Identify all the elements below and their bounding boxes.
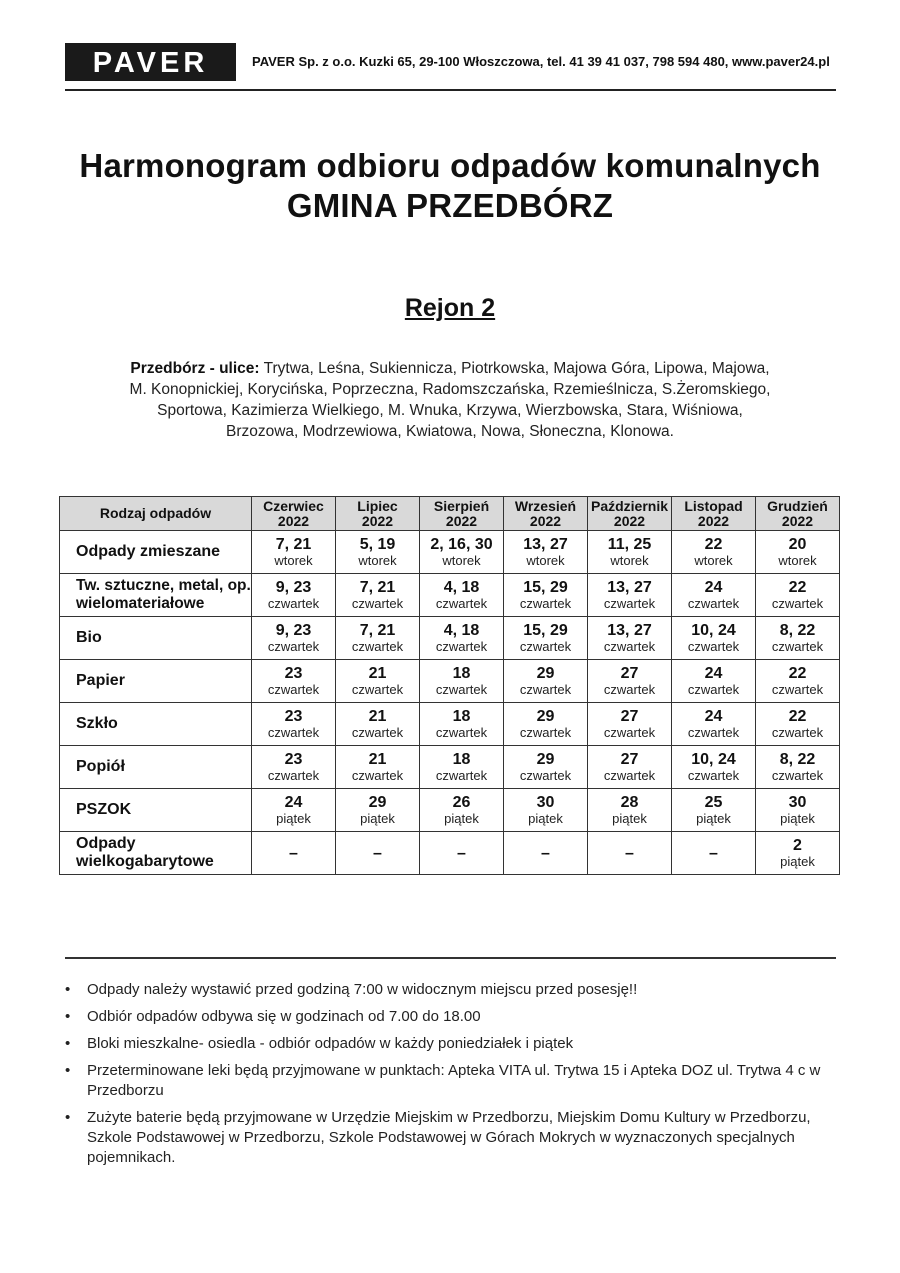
month-name: Październik — [590, 497, 669, 514]
schedule-cell — [504, 789, 588, 832]
pickup-dates: 22 — [704, 536, 723, 553]
paver-logo — [65, 43, 236, 81]
schedule-cell — [588, 789, 672, 832]
pickup-weekday: czwartek — [519, 725, 572, 740]
pickup-dates: – — [541, 844, 550, 862]
pickup-dates: 5, 19 — [359, 536, 396, 553]
pickup-dates: 23 — [284, 708, 303, 725]
schedule-cell — [756, 617, 840, 660]
streets-names: Trytwa, Leśna, Sukiennicza, Piotrkowska, Majowa Góra, Lipowa, Majowa, M. Konopnickiej, Korycińska, Poprzeczna, Radomszczańska, Rzemieślnicza, S.Żeromskiego, Sportowa, Kazimierza Wielkiego, M. Wnuka, Krzywa, Wierzbowska, Stara, Wiśniowa, Brzozowa, Modrzewiowa, Kwiatowa, Nowa, Słoneczna, Klonowa. — [129, 360, 771, 440]
pickup-weekday: czwartek — [267, 768, 320, 783]
pickup-weekday: czwartek — [435, 682, 488, 697]
pickup-dates: 8, 22 — [779, 622, 816, 639]
pickup-dates: 22 — [788, 708, 807, 725]
pickup-dates: 29 — [536, 665, 555, 682]
table-row — [60, 617, 840, 660]
schedule-cell — [756, 574, 840, 617]
waste-type-label: Popiół — [60, 746, 252, 789]
pickup-dates: 15, 29 — [523, 622, 568, 639]
pickup-weekday: czwartek — [351, 682, 404, 697]
pickup-dates: 22 — [788, 665, 807, 682]
schedule-cell — [252, 574, 336, 617]
pickup-weekday: czwartek — [687, 639, 740, 654]
pickup-dates: 9, 23 — [275, 622, 312, 639]
pickup-weekday: czwartek — [771, 639, 824, 654]
pickup-weekday: wtorek — [442, 553, 481, 568]
table-row — [60, 574, 840, 617]
month-year: 2022 — [445, 512, 478, 529]
note-item: • Bloki mieszkalne- osiedla - odbiór odpadów w każdy poniedziałek i piątek — [65, 1034, 825, 1054]
schedule-cell — [420, 617, 504, 660]
pickup-weekday: czwartek — [435, 596, 488, 611]
pickup-dates: 4, 18 — [443, 622, 480, 639]
pickup-dates: 18 — [452, 665, 471, 682]
schedule-cell — [756, 660, 840, 703]
pickup-weekday: czwartek — [687, 725, 740, 740]
waste-type-label: Papier — [60, 660, 252, 703]
pickup-dates: 13, 27 — [607, 622, 652, 639]
schedule-cell — [672, 617, 756, 660]
pickup-dates: 23 — [284, 751, 303, 768]
schedule-cell — [588, 832, 672, 875]
pickup-weekday: wtorek — [694, 553, 733, 568]
month-name: Listopad — [684, 497, 743, 514]
pickup-weekday: czwartek — [267, 725, 320, 740]
schedule-cell — [504, 832, 588, 875]
schedule-cell — [504, 617, 588, 660]
month-year: 2022 — [613, 512, 646, 529]
pickup-weekday: czwartek — [603, 596, 656, 611]
month-year: 2022 — [697, 512, 730, 529]
schedule-cell — [252, 789, 336, 832]
month-header — [252, 497, 336, 531]
pickup-dates: 24 — [284, 794, 303, 811]
pickup-dates: 25 — [704, 794, 723, 811]
pickup-dates: 21 — [368, 708, 387, 725]
pickup-weekday: piątek — [696, 811, 731, 826]
pickup-dates: 30 — [536, 794, 555, 811]
schedule-cell — [252, 531, 336, 574]
region-heading — [0, 294, 900, 323]
schedule-cell — [672, 531, 756, 574]
schedule-cell — [588, 746, 672, 789]
month-header — [588, 497, 672, 531]
schedule-cell — [756, 531, 840, 574]
schedule-cell — [504, 746, 588, 789]
pickup-weekday: czwartek — [519, 596, 572, 611]
schedule-cell — [252, 746, 336, 789]
pickup-dates: 13, 27 — [523, 536, 568, 553]
page-subtitle: GMINA PRZEDBÓRZ — [286, 187, 614, 224]
pickup-weekday: czwartek — [603, 682, 656, 697]
schedule-cell — [504, 703, 588, 746]
schedule-cell — [504, 660, 588, 703]
pickup-weekday: czwartek — [519, 639, 572, 654]
schedule-cell — [336, 660, 420, 703]
pickup-weekday: czwartek — [603, 768, 656, 783]
month-year: 2022 — [781, 512, 814, 529]
schedule-cell — [672, 703, 756, 746]
waste-type-label: Szkło — [60, 703, 252, 746]
waste-type-label: Odpady zmieszane — [60, 531, 252, 574]
pickup-weekday: czwartek — [687, 768, 740, 783]
schedule-cell — [672, 832, 756, 875]
pickup-weekday: wtorek — [358, 553, 397, 568]
pickup-dates: 27 — [620, 665, 639, 682]
pickup-dates: 24 — [704, 579, 723, 596]
pickup-dates: 7, 21 — [275, 536, 312, 553]
divider — [65, 957, 836, 959]
month-header — [756, 497, 840, 531]
pickup-dates: 2, 16, 30 — [430, 536, 493, 553]
schedule-cell — [504, 574, 588, 617]
schedule-cell — [756, 789, 840, 832]
pickup-dates: 7, 21 — [359, 579, 396, 596]
pickup-dates: 30 — [788, 794, 807, 811]
pickup-dates: 24 — [704, 665, 723, 682]
pickup-dates: 9, 23 — [275, 579, 312, 596]
schedule-cell — [672, 746, 756, 789]
pickup-dates: 13, 27 — [607, 579, 652, 596]
month-name: Sierpień — [433, 497, 490, 514]
pickup-weekday: czwartek — [603, 639, 656, 654]
schedule-cell — [336, 617, 420, 660]
logo-text: PAVER — [92, 47, 209, 79]
note-item: • Przeterminowane leki będą przyjmowane w punktach: Apteka VITA ul. Trytwa 15 i Apteka DOZ ul. Trytwa 4 c w Przedborzu — [65, 1061, 825, 1101]
pickup-weekday: czwartek — [267, 596, 320, 611]
pickup-weekday: czwartek — [687, 596, 740, 611]
pickup-dates: 27 — [620, 751, 639, 768]
pickup-weekday: piątek — [528, 811, 563, 826]
pickup-dates: 21 — [368, 751, 387, 768]
pickup-weekday: piątek — [780, 811, 815, 826]
pickup-weekday: wtorek — [778, 553, 817, 568]
waste-type-label: Odpady wielkogabarytowe — [60, 832, 252, 875]
month-year: 2022 — [361, 512, 394, 529]
company-contact-line: PAVER Sp. z o.o. Kuzki 65, 29-100 Włoszczowa, tel. 41 39 41 037, 798 594 480, www.paver24.pl — [252, 54, 830, 69]
pickup-dates: 22 — [788, 579, 807, 596]
table-body — [60, 531, 840, 875]
pickup-dates: 8, 22 — [779, 751, 816, 768]
waste-type-label: Tw. sztuczne, metal, op. wielomateriałowe — [60, 574, 252, 617]
pickup-dates: 18 — [452, 751, 471, 768]
month-header — [672, 497, 756, 531]
pickup-weekday: czwartek — [519, 682, 572, 697]
pickup-dates: 27 — [620, 708, 639, 725]
pickup-weekday: wtorek — [610, 553, 649, 568]
month-header — [420, 497, 504, 531]
pickup-weekday: czwartek — [267, 682, 320, 697]
table-row — [60, 789, 840, 832]
pickup-dates: 10, 24 — [691, 622, 736, 639]
schedule-cell — [336, 746, 420, 789]
table-header-row — [60, 497, 840, 531]
schedule-cell — [336, 703, 420, 746]
waste-type-header: Rodzaj odpadów — [60, 497, 252, 531]
pickup-weekday: czwartek — [771, 596, 824, 611]
schedule-cell — [504, 531, 588, 574]
month-header — [504, 497, 588, 531]
month-name: Lipiec — [357, 497, 398, 514]
table-row — [60, 531, 840, 574]
schedule-cell — [756, 832, 840, 875]
month-year: 2022 — [277, 512, 310, 529]
pickup-weekday: czwartek — [603, 725, 656, 740]
waste-type-label: Bio — [60, 617, 252, 660]
pickup-dates: 24 — [704, 708, 723, 725]
table-row — [60, 832, 840, 875]
schedule-table — [59, 496, 840, 875]
pickup-weekday: czwartek — [435, 725, 488, 740]
pickup-weekday: czwartek — [351, 725, 404, 740]
pickup-dates: 29 — [536, 708, 555, 725]
schedule-cell — [252, 660, 336, 703]
schedule-cell — [588, 617, 672, 660]
pickup-dates: – — [373, 844, 382, 862]
pickup-weekday: czwartek — [519, 768, 572, 783]
region-label: Rejon 2 — [404, 294, 496, 322]
schedule-cell — [420, 703, 504, 746]
schedule-cell — [756, 703, 840, 746]
pickup-weekday: piątek — [276, 811, 311, 826]
schedule-cell — [420, 574, 504, 617]
pickup-dates: 29 — [536, 751, 555, 768]
pickup-dates: 10, 24 — [691, 751, 736, 768]
note-item: • Odbiór odpadów odbywa się w godzinach od 7.00 do 18.00 — [65, 1007, 825, 1027]
month-name: Czerwiec — [263, 497, 324, 514]
schedule-cell — [588, 660, 672, 703]
schedule-cell — [588, 574, 672, 617]
pickup-weekday: piątek — [780, 854, 815, 869]
streets-list — [120, 358, 780, 442]
pickup-weekday: piątek — [360, 811, 395, 826]
note-item: • Odpady należy wystawić przed godziną 7:00 w widocznym miejscu przed posesję!! — [65, 980, 825, 1000]
schedule-cell — [420, 531, 504, 574]
page-header — [65, 43, 836, 91]
pickup-weekday: czwartek — [771, 682, 824, 697]
pickup-dates: – — [625, 844, 634, 862]
pickup-dates: 28 — [620, 794, 639, 811]
schedule-cell — [252, 703, 336, 746]
pickup-dates: 23 — [284, 665, 303, 682]
schedule-cell — [336, 832, 420, 875]
pickup-dates: 20 — [788, 536, 807, 553]
pickup-dates: 4, 18 — [443, 579, 480, 596]
table-row — [60, 660, 840, 703]
pickup-weekday: czwartek — [771, 768, 824, 783]
note-item: • Zużyte baterie będą przyjmowane w Urzędzie Miejskim w Przedborzu, Miejskim Domu Kultury w Przedborzu, Szkole Podstawowej w Przedborzu, Szkole Podstawowej w Górach Mokrych w wyznaczonych specjalnych pojemnikach. — [65, 1108, 825, 1168]
pickup-weekday: piątek — [612, 811, 647, 826]
schedule-cell — [588, 531, 672, 574]
month-header — [336, 497, 420, 531]
schedule-cell — [420, 789, 504, 832]
schedule-cell — [672, 789, 756, 832]
pickup-dates: 18 — [452, 708, 471, 725]
pickup-dates: 29 — [368, 794, 387, 811]
pickup-weekday: wtorek — [526, 553, 565, 568]
waste-type-label: PSZOK — [60, 789, 252, 832]
pickup-weekday: czwartek — [687, 682, 740, 697]
streets-label: Przedbórz - ulice: — [130, 360, 260, 377]
schedule-cell — [252, 832, 336, 875]
pickup-dates: 11, 25 — [607, 536, 652, 553]
pickup-dates: 7, 21 — [359, 622, 396, 639]
schedule-cell — [756, 746, 840, 789]
month-name: Wrzesień — [514, 497, 577, 514]
table-row — [60, 703, 840, 746]
page-title: Harmonogram odbioru odpadów komunalnych — [79, 147, 821, 184]
table-row — [60, 746, 840, 789]
pickup-weekday: czwartek — [267, 639, 320, 654]
pickup-weekday: czwartek — [351, 768, 404, 783]
schedule-cell — [588, 703, 672, 746]
schedule-cell — [336, 789, 420, 832]
pickup-weekday: czwartek — [435, 639, 488, 654]
month-year: 2022 — [529, 512, 562, 529]
pickup-weekday: czwartek — [351, 639, 404, 654]
schedule-cell — [336, 574, 420, 617]
pickup-weekday: czwartek — [351, 596, 404, 611]
schedule-cell — [252, 617, 336, 660]
pickup-dates: 21 — [368, 665, 387, 682]
pickup-weekday: wtorek — [274, 553, 313, 568]
pickup-dates: – — [457, 844, 466, 862]
schedule-cell — [672, 574, 756, 617]
pickup-dates: 2 — [793, 837, 802, 854]
schedule-cell — [420, 832, 504, 875]
pickup-weekday: piątek — [444, 811, 479, 826]
schedule-cell — [336, 531, 420, 574]
pickup-dates: – — [289, 844, 298, 862]
schedule-cell — [420, 660, 504, 703]
schedule-cell — [672, 660, 756, 703]
notes-list — [65, 980, 825, 1175]
pickup-dates: 15, 29 — [523, 579, 568, 596]
pickup-weekday: czwartek — [435, 768, 488, 783]
schedule-cell — [420, 746, 504, 789]
month-name: Grudzień — [767, 497, 828, 514]
pickup-dates: – — [709, 844, 718, 862]
pickup-dates: 26 — [452, 794, 471, 811]
pickup-weekday: czwartek — [771, 725, 824, 740]
